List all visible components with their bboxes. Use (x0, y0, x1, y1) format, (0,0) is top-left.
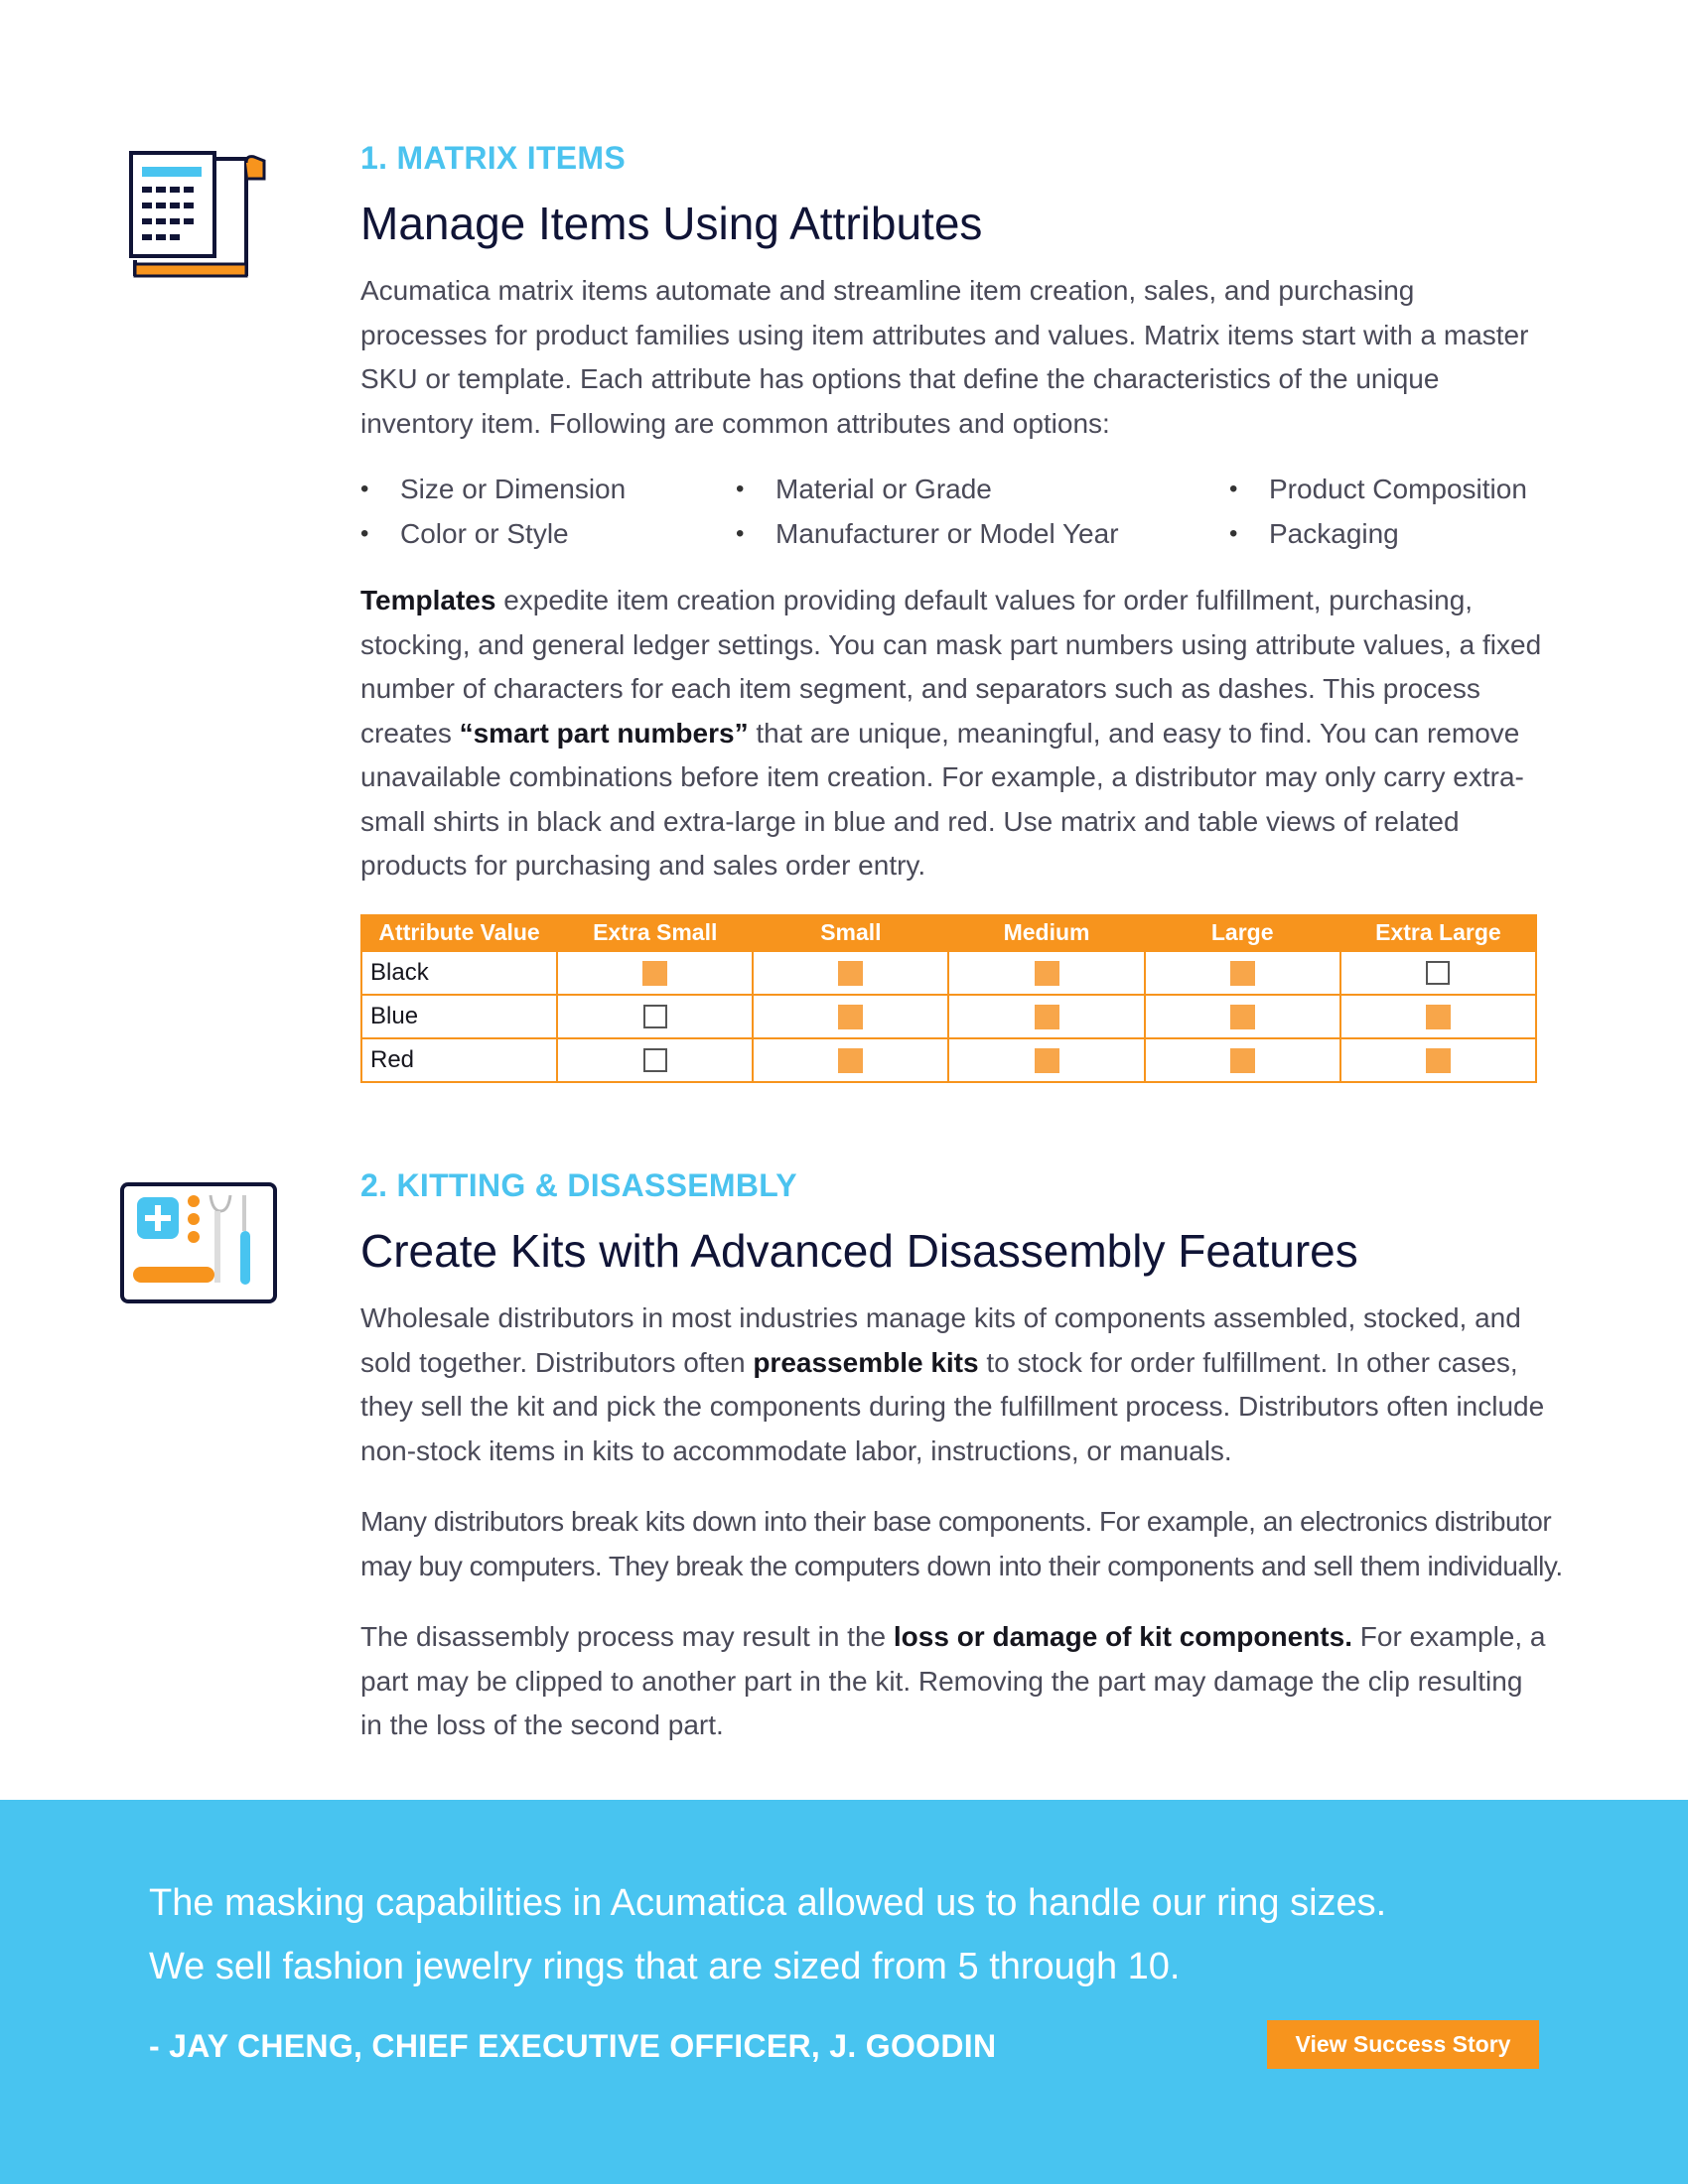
available-square-icon (1426, 1048, 1451, 1073)
list-item: • Manufacturer or Model Year (736, 518, 1119, 550)
table-cell (753, 995, 948, 1038)
table-header: Attribute Value (361, 915, 557, 951)
testimonial-author: - JAY CHENG, CHIEF EXECUTIVE OFFICER, J. GOODIN (149, 2028, 997, 2064)
row-label: Blue (361, 995, 557, 1038)
table-cell (1340, 995, 1536, 1038)
table-cell (557, 995, 753, 1038)
available-square-icon (838, 1005, 863, 1029)
table-cell (948, 951, 1144, 995)
table-row (361, 1038, 1536, 1082)
table-cell (1145, 1038, 1340, 1082)
table-header: Extra Large (1340, 915, 1536, 951)
disassembly-paragraph: The disassembly process may result in the loss or damage of kit components. For example, a part may be clipped to another part in the kit. Removing the part may damage the clip resulting in the loss of the second part. (360, 1621, 1546, 1741)
available-square-icon (1426, 1005, 1451, 1029)
available-square-icon (838, 961, 863, 986)
available-square-icon (1230, 961, 1255, 986)
list-item: • Size or Dimension (360, 474, 627, 505)
table-row (361, 995, 1536, 1038)
table-cell (557, 1038, 753, 1082)
section-kicker: 1. MATRIX ITEMS (360, 140, 627, 176)
available-square-icon (1035, 1048, 1059, 1073)
section-kicker: 2. KITTING & DISASSEMBLY (360, 1167, 797, 1203)
available-square-icon (1035, 1005, 1059, 1029)
table-cell (753, 951, 948, 995)
templates-paragraph: Templates expedite item creation providing default values for order fulfillment, purchasing, stocking, and general ledger settings. You can mask part numbers using attribute values, a fixed number of characters for each item segment, and separators such as dashes. This process creates “smart part numbers” that are unique, meaningful, and easy to find. You can remove unavailable combinations before item creation. For example, a distributor may only carry extra-small shirts in black and extra-large in blue and red. Use matrix and table views of related products for purchasing and sales order entry. (360, 585, 1542, 882)
attribute-bullet-list (360, 468, 1582, 557)
matrix-items-section (360, 142, 1582, 1083)
list-item: • Color or Style (360, 518, 569, 550)
kitting-section (360, 1169, 1582, 1748)
unavailable-square-icon (643, 1005, 667, 1028)
matrix-attribute-table (360, 914, 1537, 1083)
table-header: Medium (948, 915, 1144, 951)
section-title: Create Kits with Advanced Disassembly Features (360, 1225, 1358, 1277)
row-label: Red (361, 1038, 557, 1082)
table-header: Small (753, 915, 948, 951)
table-cell (1340, 1038, 1536, 1082)
table-cell (1340, 951, 1536, 995)
intro-paragraph: Acumatica matrix items automate and streamline item creation, sales, and purchasing processes for product families using item attributes and values. Matrix items start with a master SKU or template. Each attribute has options that define the characteristics of the unique inventory item. Following are common attributes and options: (360, 275, 1529, 439)
row-label: Black (361, 951, 557, 995)
table-cell (557, 951, 753, 995)
available-square-icon (1230, 1048, 1255, 1073)
available-square-icon (838, 1048, 863, 1073)
table-cell (948, 1038, 1144, 1082)
matrix-list-icon (125, 149, 272, 288)
list-item: • Product Composition (1229, 474, 1527, 505)
kits-paragraph: Wholesale distributors in most industries manage kits of components assembled, stocked, and sold together. Distributors often preassemble kits to stock for order fulfillment. In other cases, they sell the kit and pick the components during the fulfillment process. Distributors often include non-stock items in kits to accommodate labor, instructions, or manuals. (360, 1302, 1545, 1466)
kitting-toolbox-icon (119, 1181, 278, 1304)
table-header: Large (1145, 915, 1340, 951)
table-cell (1145, 995, 1340, 1038)
table-cell (753, 1038, 948, 1082)
breakdown-paragraph: Many distributors break kits down into their base components. For example, an electronics distributor may buy computers. They break the computers down into their components and sell them individually. (360, 1506, 1563, 1581)
available-square-icon (642, 961, 667, 986)
table-cell (948, 995, 1144, 1038)
available-square-icon (1230, 1005, 1255, 1029)
view-success-story-button[interactable]: View Success Story (1267, 2020, 1539, 2069)
unavailable-square-icon (643, 1048, 667, 1072)
available-square-icon (1035, 961, 1059, 986)
testimonial-quote: The masking capabilities in Acumatica allowed us to handle our ring sizes. We sell fashion jewelry rings that are sized from 5 through 10. (149, 1882, 1387, 1987)
table-row (361, 951, 1536, 995)
list-item: • Packaging (1229, 518, 1399, 550)
unavailable-square-icon (1426, 961, 1450, 985)
list-item: • Material or Grade (736, 474, 992, 505)
section-title: Manage Items Using Attributes (360, 198, 983, 249)
table-cell (1145, 951, 1340, 995)
table-header: Extra Small (557, 915, 753, 951)
